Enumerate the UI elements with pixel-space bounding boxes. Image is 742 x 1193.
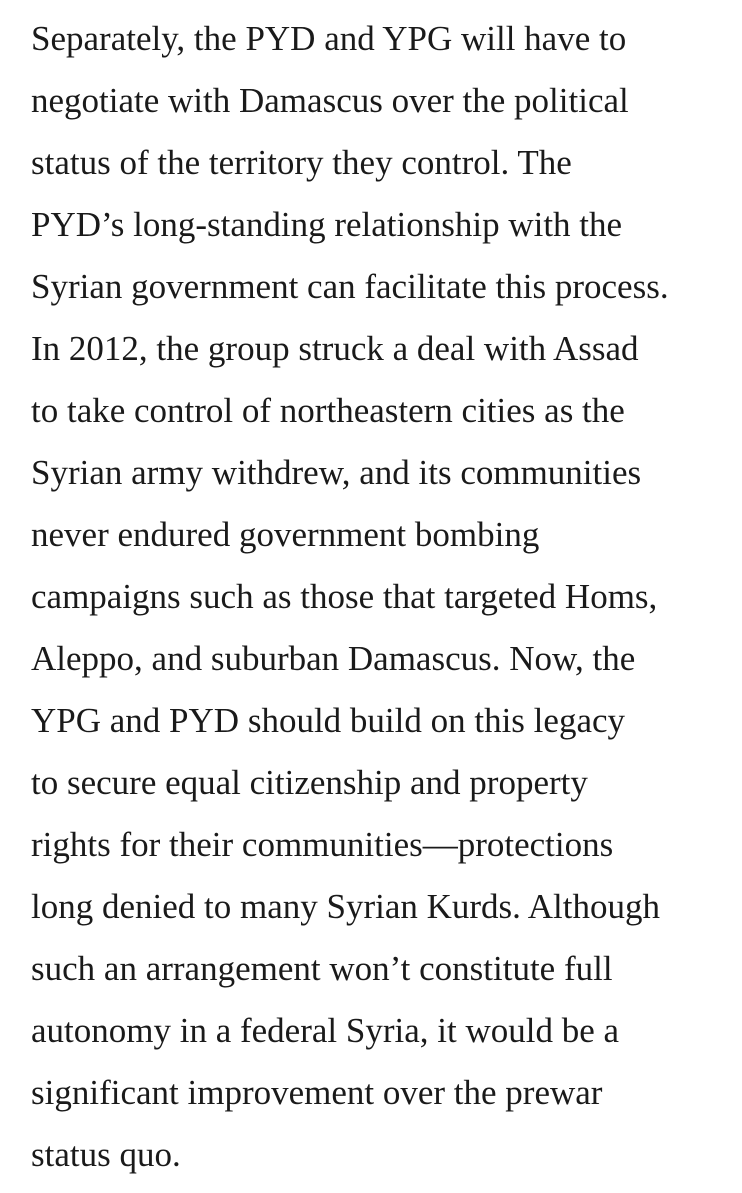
text-line-19: status quo. — [31, 1135, 181, 1174]
text-line-15: long denied to many Syrian Kurds. Although — [31, 887, 660, 926]
text-line-3: status of the territory they control. The — [31, 143, 572, 182]
text-line-14: rights for their communities—protections — [31, 825, 614, 864]
text-line-7: to take control of northeastern cities as the — [31, 391, 625, 430]
text-line-16: such an arrangement won’t constitute full — [31, 949, 613, 988]
text-line-10: campaigns such as those that targeted Homs, — [31, 577, 658, 616]
text-line-11: Aleppo, and suburban Damascus. Now, the — [31, 639, 636, 678]
text-line-18: significant improvement over the prewar — [31, 1073, 603, 1112]
text-line-5: Syrian government can facilitate this process. — [31, 267, 669, 306]
text-line-13: to secure equal citizenship and property — [31, 763, 588, 802]
text-line-8: Syrian army withdrew, and its communities — [31, 453, 642, 492]
text-line-6: In 2012, the group struck a deal with Assad — [31, 329, 639, 368]
text-line-17: autonomy in a federal Syria, it would be a — [31, 1011, 620, 1050]
text-line-4: PYD’s long-standing relationship with the — [31, 205, 623, 244]
text-line-1: Separately, the PYD and YPG will have to — [31, 19, 627, 58]
article-paragraph — [31, 8, 736, 1186]
text-line-12: YPG and PYD should build on this legacy — [31, 701, 626, 740]
text-line-9: never endured government bombing — [31, 515, 540, 554]
text-line-2: negotiate with Damascus over the political — [31, 81, 629, 120]
